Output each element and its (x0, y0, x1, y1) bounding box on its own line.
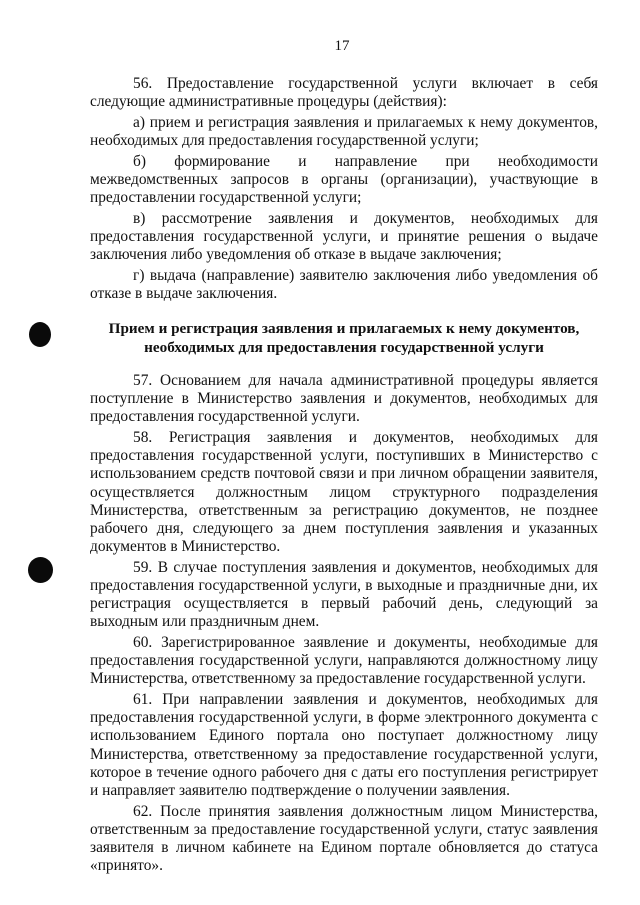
paragraph-58: 58. Регистрация заявления и документов, необходимых для предоставления государственной услуги, поступивших в Министерство с использованием средств почтовой связи и при личном обращении заявителя, осуществляется должностным лицом структурного подразделения Министерства, ответственным за регистрацию документов, не позднее рабочего дня, следующего за днем поступления заявления и указанных документов в Министерство. (90, 429, 598, 556)
section-heading (90, 320, 598, 357)
punch-hole-mark (29, 322, 51, 347)
list-item-d: г) выдача (направление) заявителю заключения либо уведомления об отказе в выдаче заключения. (90, 266, 598, 302)
paragraph-57: 57. Основанием для начала административной процедуры является поступление в Министерство заявления и документов, необходимых для предоставления государственной услуги. (90, 372, 598, 426)
list-item-a: а) прием и регистрация заявления и прилагаемых к нему документов, необходимых для предоставления государственной услуги; (90, 113, 598, 149)
section-body (90, 372, 598, 878)
section-heading-line-1: Прием и регистрация заявления и прилагаемых к нему документов, (108, 320, 580, 337)
punch-hole-mark (28, 557, 53, 583)
paragraph-56: 56. Предоставление государственной услуги включает в себя следующие административные процедуры (действия): (90, 75, 598, 111)
paragraph-61: 61. При направлении заявления и документов, необходимых для предоставления государственной услуги, в форме электронного документа с использованием Единого портала оно поступает должностному лицу Министерства, ответственному за предоставление государственной услуги, которое в течение одного рабочего дня с даты его поступления регистрирует и направляет заявителю подтверждение о получении заявления. (90, 691, 598, 800)
page-number: 17 (334, 38, 350, 54)
procedures-list (90, 75, 598, 305)
section-heading-line-2: необходимых для предоставления государственной услуги (144, 338, 544, 356)
paragraph-60: 60. Зарегистрированное заявление и документы, необходимые для предоставления государственной услуги, направляются должностному лицу Министерства, ответственному за предоставление государственной услуги. (90, 634, 598, 688)
list-item-c: в) рассмотрение заявления и документов, необходимых для предоставления государственной услуги, и принятие решения о выдаче заключения либо уведомления об отказе в выдаче заключения; (90, 209, 598, 263)
paragraph-59: 59. В случае поступления заявления и документов, необходимых для предоставления государственной услуги, в выходные и праздничные дни, их регистрация осуществляется в первый рабочий день, следующий за выходным или праздничным днем. (90, 558, 598, 631)
paragraph-62: 62. После принятия заявления должностным лицом Министерства, ответственным за предоставление государственной услуги, статус заявления заявителя в личном кабинете на Едином портале обновляется до статуса «принято». (90, 802, 598, 875)
list-item-b: б) формирование и направление при необходимости межведомственных запросов в органы (организации), участвующие в предоставлении государственной услуги; (90, 152, 598, 206)
